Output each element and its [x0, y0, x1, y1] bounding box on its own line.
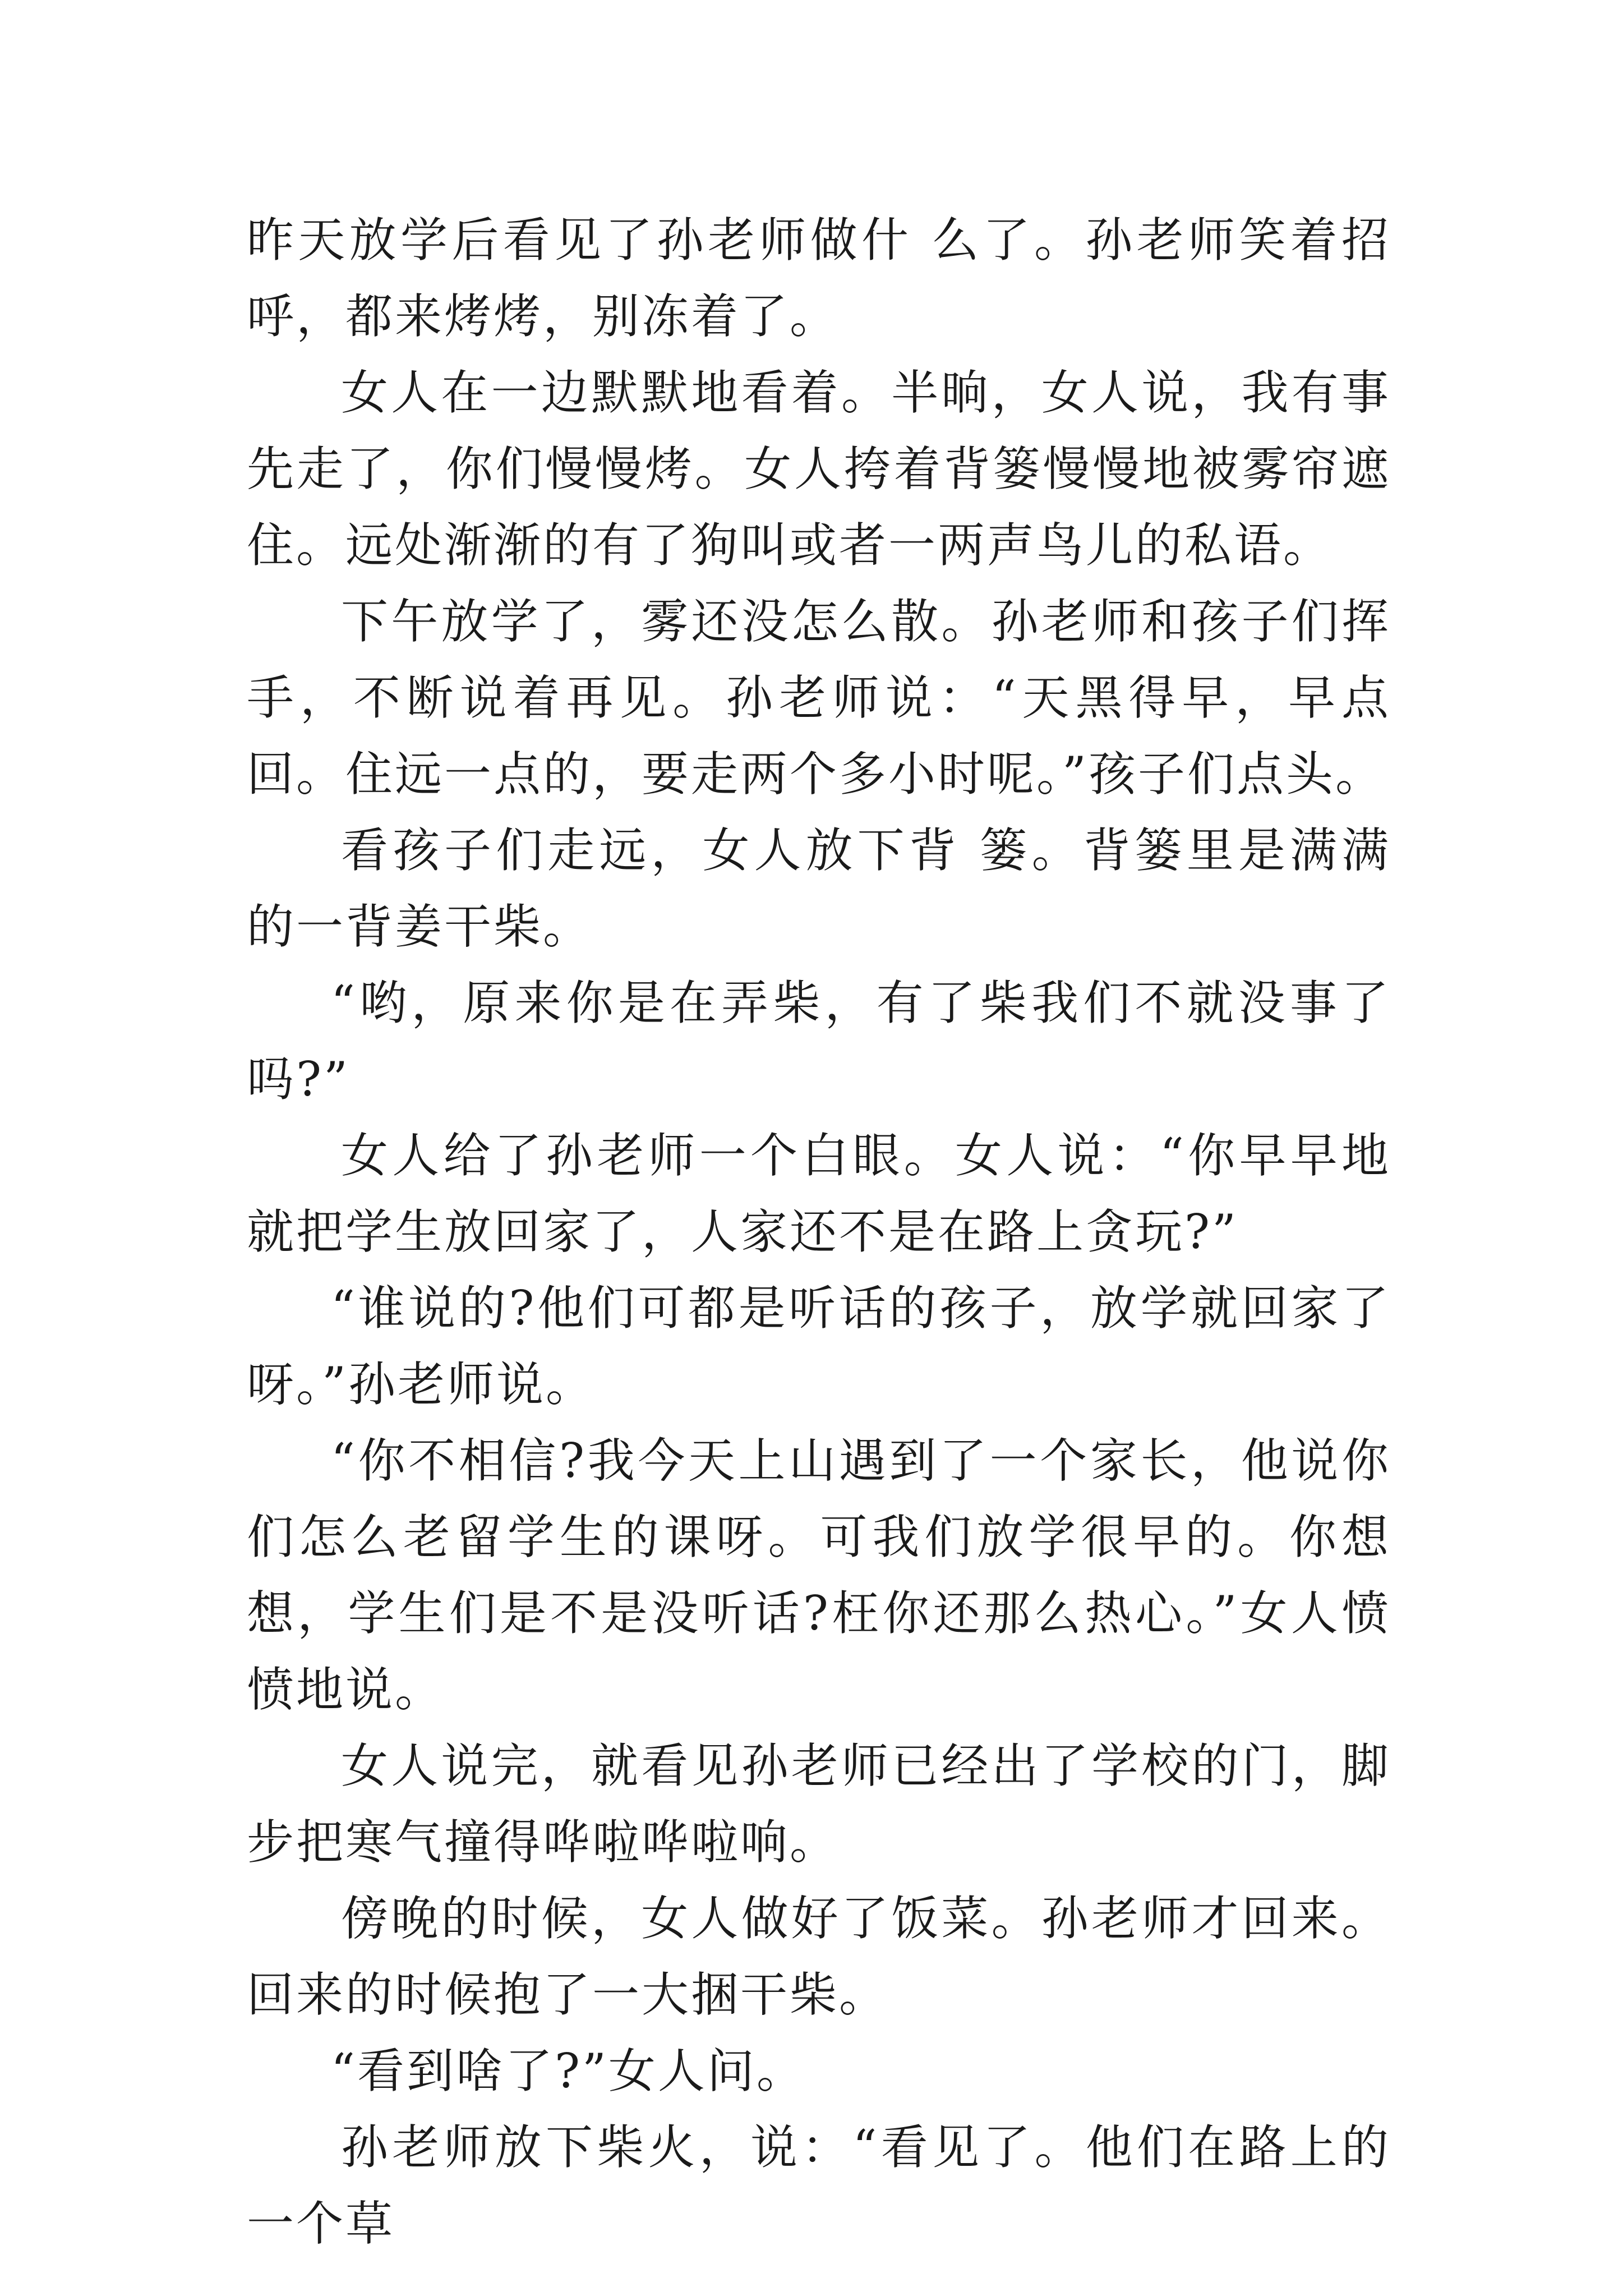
paragraph: 女人给了孙老师一个白眼。女人说：“你早早地就把学生放回家了，人家还不是在路上贪玩?” [247, 1128, 1391, 1259]
paragraph: 女人说完，就看见孙老师已经出了学校的门，脚步把寒气撞得哗啦哗啦响。 [247, 1738, 1391, 1870]
paragraph: 孙老师放下柴火，说：“看见了。他们在路上的一个草 [247, 2120, 1391, 2251]
paragraph: 女人在一边默默地看着。半晌，女人说，我有事先走了，你们慢慢烤。女人挎着背篓慢慢地被雾帘遮住。远处渐渐的有了狗叫或者一两声鸟儿的私语。 [247, 365, 1391, 573]
paragraph: 下午放学了，雾还没怎么散。孙老师和孩子们挥手，不断说着再见。孙老师说：“天黑得早，早点回。住远一点的，要走两个多小时呢。”孩子们点头。 [247, 594, 1391, 802]
paragraph: “你不相信?我今天上山遇到了一个家长，他说你们怎么老留学生的课呀。可我们放学很早的。你想想，学生们是不是没听话?枉你还那么热心。”女人愤愤地说。 [247, 1433, 1391, 1717]
paragraph: 昨天放学后看见了孙老师做什 么了。孙老师笑着招呼，都来烤烤，别冻着了。 [247, 213, 1391, 344]
paragraph: “哟，原来你是在弄柴，有了柴我们不就没事了吗?” [247, 976, 1391, 1107]
paragraph: “看到啥了?”女人问。 [331, 2044, 806, 2099]
document-page [247, 202, 1391, 2262]
paragraph: 傍晚的时候，女人做好了饭菜。孙老师才回来。回来的时候抱了一大捆干柴。 [247, 1891, 1391, 2022]
paragraph: 看孩子们走远，女人放下背 篓。背篓里是满满的一背姜干柴。 [247, 823, 1391, 954]
paragraph: “谁说的?他们可都是听话的孩子，放学就回家了呀。”孙老师说。 [247, 1281, 1391, 1412]
